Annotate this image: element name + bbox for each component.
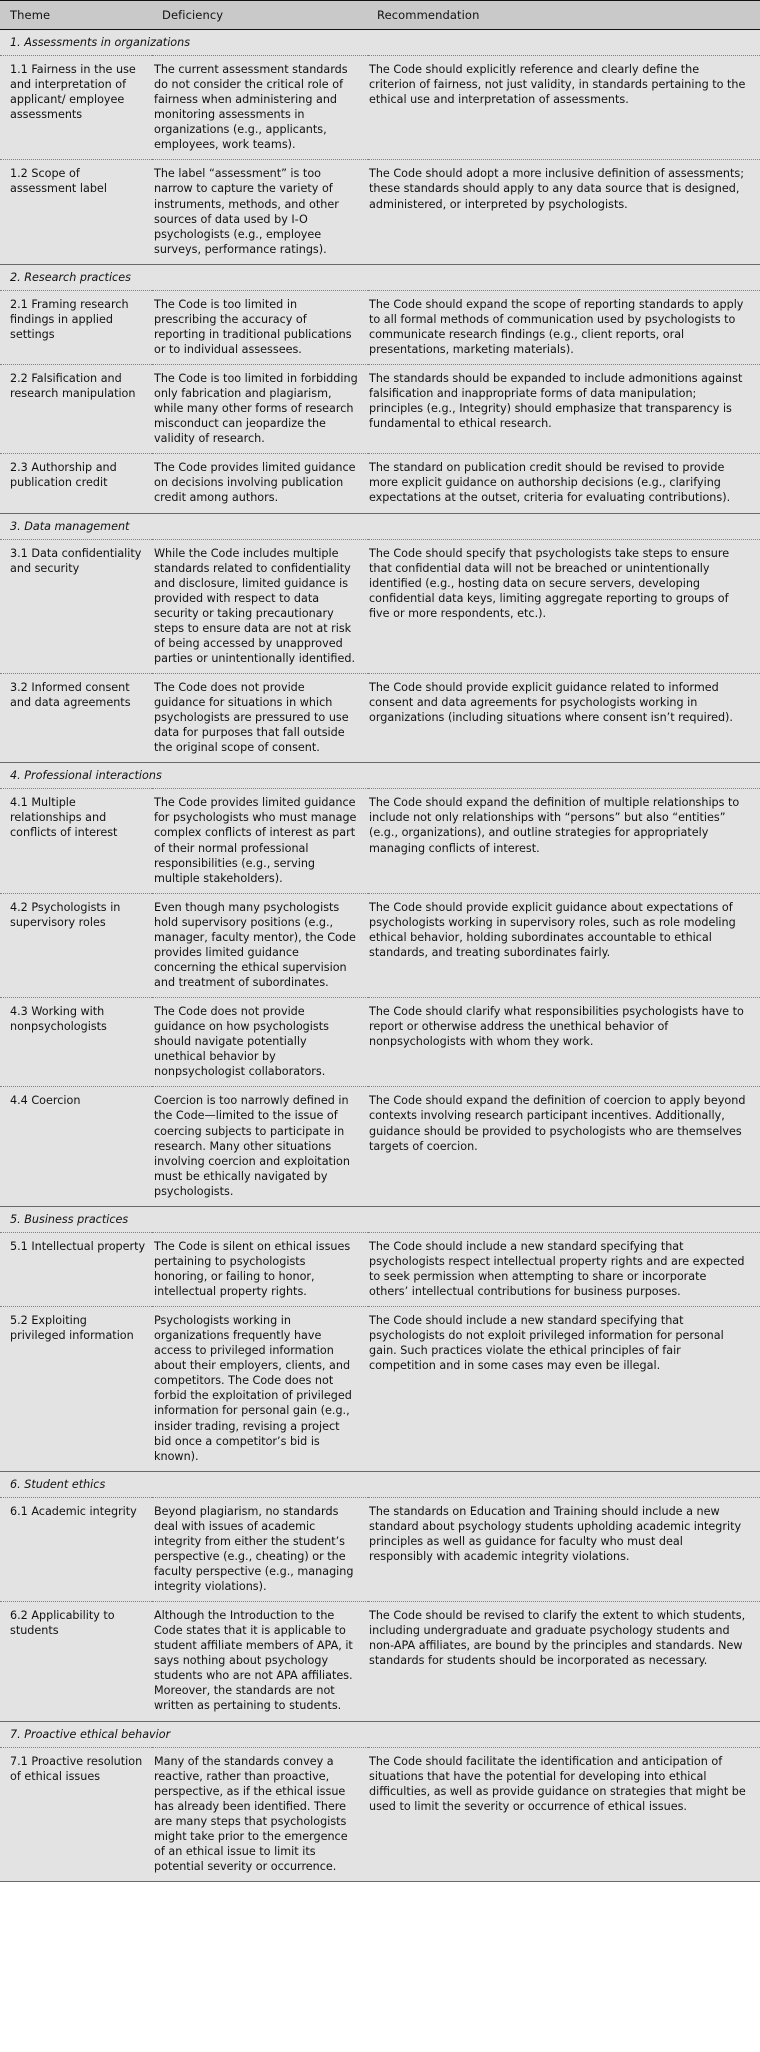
table-footer	[0, 1882, 760, 1883]
theme-cell: 6.2 Applicability to students	[0, 1602, 152, 1721]
deficiency-cell: Psychologists working in organizations frequently have access to privileged information about their employers, clients, and competitors. The Code does not forbid the exploitation of privileged information for personal gain (e.g., insider trading, revising a project bid once a competitor’s bid is known).	[152, 1307, 368, 1472]
table-row	[0, 365, 760, 454]
section-heading: 7. Proactive ethical behavior	[0, 1721, 760, 1747]
table-body	[0, 30, 760, 1882]
theme-cell: 3.2 Informed consent and data agreements	[0, 674, 152, 763]
table-row	[0, 1232, 760, 1306]
table-row	[0, 290, 760, 364]
theme-cell: 7.1 Proactive resolution of ethical issues	[0, 1747, 152, 1882]
table-row	[0, 56, 760, 160]
section-heading-row	[0, 264, 760, 290]
section-heading: 3. Data management	[0, 513, 760, 539]
table-row	[0, 1747, 760, 1882]
bottom-rule	[0, 1882, 760, 1883]
table-row	[0, 1602, 760, 1721]
table-row	[0, 1307, 760, 1472]
recommendation-cell: The standards on Education and Training should include a new standard about psychology students upholding academic integrity principles as well as guidance for faculty who must deal responsibly with academic integrity violations.	[368, 1497, 760, 1601]
theme-cell: 4.4 Coercion	[0, 1087, 152, 1206]
section-heading: 6. Student ethics	[0, 1471, 760, 1497]
column-header-theme: Theme	[0, 1, 152, 30]
table-row	[0, 1087, 760, 1206]
recommendation-cell: The Code should facilitate the identification and anticipation of situations that have the potential for developing into ethical difficulties, as well as provide guidance on strategies that might be used to limit the severity or occurrence of ethical issues.	[368, 1747, 760, 1882]
recommendation-cell: The Code should include a new standard specifying that psychologists do not exploit privileged information for personal gain. Such practices violate the ethical principles of fair competition and in some cases may even be illegal.	[368, 1307, 760, 1472]
theme-cell: 5.2 Exploiting privileged information	[0, 1307, 152, 1472]
section-heading-row	[0, 763, 760, 789]
table-row	[0, 674, 760, 763]
recommendation-cell: The Code should include a new standard specifying that psychologists respect intellectual property rights and are expected to seek permission when attempting to share or incorporate others’ intellectual contributions for business purposes.	[368, 1232, 760, 1306]
theme-cell: 2.3 Authorship and publication credit	[0, 454, 152, 513]
theme-cell: 4.1 Multiple relationships and conflicts of interest	[0, 789, 152, 893]
bottom-rule-row	[0, 1882, 760, 1883]
deficiency-cell: While the Code includes multiple standards related to confidentiality and disclosure, limited guidance is provided with respect to data security or taking precautionary steps to ensure data are not at risk of being accessed by unapproved parties or unintentionally identified.	[152, 539, 368, 674]
recommendation-cell: The Code should clarify what responsibilities psychologists have to report or otherwise address the unethical behavior of nonpsychologists with whom they work.	[368, 998, 760, 1087]
recommendation-cell: The Code should provide explicit guidance about expectations of psychologists working in supervisory roles, such as role modeling ethical behavior, holding subordinates accountable to ethical standards, and treating subordinates fairly.	[368, 893, 760, 997]
deficiency-cell: Beyond plagiarism, no standards deal with issues of academic integrity from either the student’s perspective (e.g., cheating) or the faculty perspective (e.g., managing integrity violations).	[152, 1497, 368, 1601]
section-heading-row	[0, 30, 760, 56]
section-heading: 5. Business practices	[0, 1206, 760, 1232]
table-row	[0, 454, 760, 513]
theme-cell: 1.2 Scope of assessment label	[0, 160, 152, 264]
deficiency-cell: The Code does not provide guidance on how psychologists should navigate potentially unethical behavior by nonpsychologist collaborators.	[152, 998, 368, 1087]
section-heading: 1. Assessments in organizations	[0, 30, 760, 56]
table-row	[0, 539, 760, 674]
section-heading-row	[0, 1721, 760, 1747]
deficiency-cell: Although the Introduction to the Code states that it is applicable to student affiliate members of APA, it says nothing about psychology students who are not APA affiliates. Moreover, the standards are not written as pertaining to students.	[152, 1602, 368, 1721]
theme-cell: 3.1 Data confidentiality and security	[0, 539, 152, 674]
recommendation-cell: The standards should be expanded to include admonitions against falsification and inappropriate forms of data manipulation; principles (e.g., Integrity) should emphasize that transparency is fundamental to ethical research.	[368, 365, 760, 454]
deficiency-cell: The label “assessment” is too narrow to capture the variety of instruments, methods, and other sources of data used by I-O psychologists (e.g., employee surveys, performance ratings).	[152, 160, 368, 264]
theme-cell: 2.2 Falsification and research manipulation	[0, 365, 152, 454]
recommendation-cell: The Code should specify that psychologists take steps to ensure that confidential data will not be breached or unintentionally identified (e.g., hosting data on secure servers, developing confidential data keys, limiting aggregate reporting to groups of five or more respondents, etc.).	[368, 539, 760, 674]
theme-cell: 4.2 Psychologists in supervisory roles	[0, 893, 152, 997]
recommendation-cell: The Code should expand the definition of coercion to apply beyond contexts involving research participant incentives. Additionally, guidance should be provided to psychologists who are themselves targets of coercion.	[368, 1087, 760, 1206]
deficiency-cell: The Code is silent on ethical issues pertaining to psychologists honoring, or failing to honor, intellectual property rights.	[152, 1232, 368, 1306]
recommendation-cell: The Code should expand the definition of multiple relationships to include not only relationships with “persons” but also “entities” (e.g., organizations), and outline strategies for appropriately managing conflicts of interest.	[368, 789, 760, 893]
recommendation-cell: The Code should expand the scope of reporting standards to apply to all formal methods of communication used by psychologists to communicate research findings (e.g., client reports, oral presentations, marketing materials).	[368, 290, 760, 364]
column-header-recommendation: Recommendation	[368, 1, 760, 30]
deficiency-cell: Even though many psychologists hold supervisory positions (e.g., manager, faculty mentor), the Code provides limited guidance concerning the ethical supervision and treatment of subordinates.	[152, 893, 368, 997]
deficiency-cell: The Code provides limited guidance for psychologists who must manage complex conflicts of interest as part of their normal professional responsibilities (e.g., serving multiple stakeholders).	[152, 789, 368, 893]
deficiency-cell: Many of the standards convey a reactive, rather than proactive, perspective, as if the ethical issue has already been identified. There are many steps that psychologists might take prior to the emergence of an ethical issue to limit its potential severity or occurrence.	[152, 1747, 368, 1882]
recommendation-cell: The standard on publication credit should be revised to provide more explicit guidance on authorship decisions (e.g., clarifying expectations at the outset, criteria for evaluating contributions).	[368, 454, 760, 513]
section-heading: 2. Research practices	[0, 264, 760, 290]
theme-cell: 2.1 Framing research findings in applied settings	[0, 290, 152, 364]
section-heading: 4. Professional interactions	[0, 763, 760, 789]
theme-cell: 6.1 Academic integrity	[0, 1497, 152, 1601]
recommendation-cell: The Code should be revised to clarify the extent to which students, including undergraduate and graduate psychology students and non-APA affiliates, are bound by the principles and standards. New standards for students should be incorporated as necessary.	[368, 1602, 760, 1721]
theme-cell: 1.1 Fairness in the use and interpretation of applicant/ employee assessments	[0, 56, 152, 160]
table-row	[0, 160, 760, 264]
section-heading-row	[0, 1206, 760, 1232]
recommendation-cell: The Code should adopt a more inclusive definition of assessments; these standards should apply to any data source that is designed, administered, or interpreted by psychologists.	[368, 160, 760, 264]
recommendation-cell: The Code should provide explicit guidance related to informed consent and data agreements for psychologists working in organizations (including situations where consent isn’t required).	[368, 674, 760, 763]
recommendation-cell: The Code should explicitly reference and clearly define the criterion of fairness, not just validity, in standards pertaining to the ethical use and interpretation of assessments.	[368, 56, 760, 160]
deficiency-cell: The Code provides limited guidance on decisions involving publication credit among authors.	[152, 454, 368, 513]
section-heading-row	[0, 513, 760, 539]
header-row	[0, 1, 760, 30]
deficiency-cell: The Code does not provide guidance for situations in which psychologists are pressured to use data for purposes that fall outside the original scope of consent.	[152, 674, 368, 763]
deficiency-cell: Coercion is too narrowly defined in the Code—limited to the issue of coercing subjects to participate in research. Many other situations involving coercion and exploitation must be ethically navigated by psychologists.	[152, 1087, 368, 1206]
table-row	[0, 1497, 760, 1601]
table-header	[0, 1, 760, 30]
column-header-deficiency: Deficiency	[152, 1, 368, 30]
deficiency-cell: The current assessment standards do not consider the critical role of fairness when administering and monitoring assessments in organizations (e.g., applicants, employees, work teams).	[152, 56, 368, 160]
table-row	[0, 893, 760, 997]
theme-cell: 5.1 Intellectual property	[0, 1232, 152, 1306]
theme-cell: 4.3 Working with nonpsychologists	[0, 998, 152, 1087]
section-heading-row	[0, 1471, 760, 1497]
table-row	[0, 789, 760, 893]
table-row	[0, 998, 760, 1087]
deficiency-cell: The Code is too limited in prescribing the accuracy of reporting in traditional publications or to individual assessees.	[152, 290, 368, 364]
deficiency-cell: The Code is too limited in forbidding only fabrication and plagiarism, while many other forms of research misconduct can jeopardize the validity of research.	[152, 365, 368, 454]
